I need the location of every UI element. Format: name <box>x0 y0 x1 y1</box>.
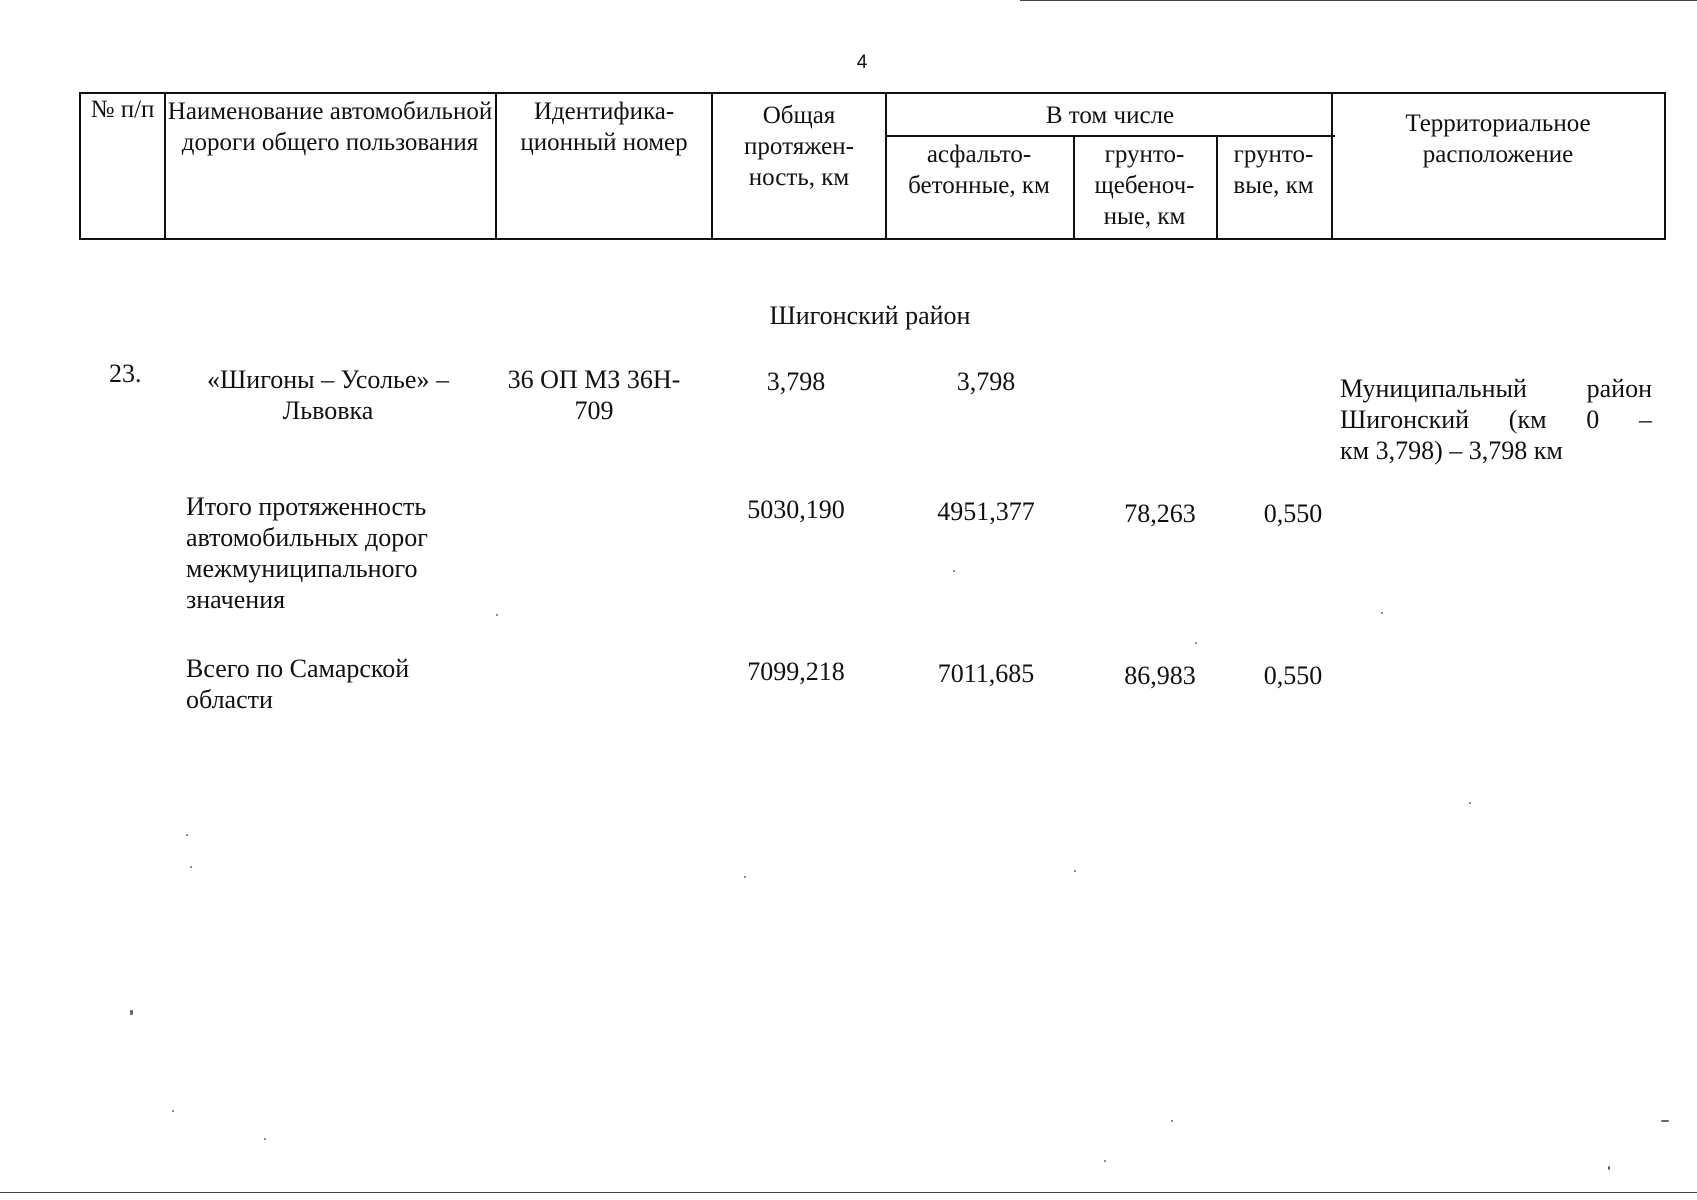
header-col-name: Наименование автомобильной дороги общего пользования <box>167 98 493 156</box>
col-border <box>711 92 713 240</box>
group-divider <box>885 135 1335 137</box>
road-name-line: «Шигоны – Усолье» – <box>207 365 449 394</box>
header-col-asphalt: асфальто-бетонные, км <box>908 141 1050 199</box>
scan-speck <box>172 1110 174 1112</box>
page-number: 4 <box>856 52 868 73</box>
grand-total-total-length: 7099,218 <box>747 657 845 686</box>
subtotal-total-length: 5030,190 <box>747 495 845 524</box>
header-col-gravel: грунто-щебеноч-ные, км <box>1094 141 1195 230</box>
road-id-line: 709 <box>574 396 614 425</box>
scan-speck <box>953 570 955 572</box>
subtotal-asphalt-length: 4951,377 <box>937 497 1035 526</box>
table-header <box>79 92 1666 240</box>
scan-speck <box>190 866 192 868</box>
scan-speck <box>1171 1120 1173 1122</box>
header-group-label: В том числе <box>1045 102 1175 129</box>
scan-speck <box>496 614 498 616</box>
scan-speck <box>1104 1160 1106 1162</box>
scan-speck <box>1195 642 1197 644</box>
col-border <box>1664 92 1666 240</box>
header-col-num: № п/п <box>90 96 155 123</box>
subtotal-dirt-length: 0,550 <box>1263 499 1323 528</box>
subtotal-label: Итого протяженность автомобильных дорог межмуниципального значения <box>186 492 428 614</box>
grand-total-label: Всего по Самарской области <box>186 654 410 714</box>
scan-edge-line <box>0 1192 1697 1193</box>
location-line: км 3,798) – 3,798 км <box>1340 436 1563 465</box>
location-line: Шигонский (км 0 – <box>1340 405 1652 434</box>
col-border <box>495 92 497 240</box>
road-id <box>484 364 704 426</box>
grand-total-dirt-length: 0,550 <box>1263 661 1323 690</box>
scan-speck <box>1661 1120 1669 1122</box>
road-name-line: Львовка <box>282 396 374 425</box>
scan-speck <box>130 1010 133 1015</box>
scan-speck <box>264 1138 266 1140</box>
row-location <box>1340 373 1652 466</box>
row-total-length: 3,798 <box>766 367 826 396</box>
grand-total-gravel-length: 86,983 <box>1124 661 1196 690</box>
header-col-total: Общая протяжен-ность, км <box>744 102 854 191</box>
location-line: Муниципальный район <box>1340 374 1652 403</box>
col-border <box>164 92 166 240</box>
road-name <box>178 364 478 426</box>
row-number: 23. <box>109 359 142 388</box>
header-top-border <box>79 92 1666 94</box>
scan-speck <box>1074 870 1076 872</box>
scan-speck <box>1608 1166 1610 1170</box>
row-asphalt-length: 3,798 <box>956 367 1016 396</box>
grand-total-asphalt-length: 7011,685 <box>937 659 1035 688</box>
subtotal-gravel-length: 78,263 <box>1124 499 1196 528</box>
header-col-location: Территориальное расположение <box>1405 110 1591 168</box>
scan-speck <box>1469 802 1471 804</box>
section-title: Шигонский район <box>769 301 971 330</box>
road-id-line: 36 ОП МЗ 36Н- <box>507 365 681 394</box>
scan-edge-line <box>1020 0 1697 1</box>
scan-speck <box>744 876 746 878</box>
header-col-dirt: грунто-вые, км <box>1233 141 1314 199</box>
header-bottom-border <box>79 238 1666 240</box>
scan-speck <box>1381 612 1383 614</box>
scan-speck <box>186 834 188 836</box>
header-col-id: Идентифика-ционный номер <box>520 98 688 156</box>
